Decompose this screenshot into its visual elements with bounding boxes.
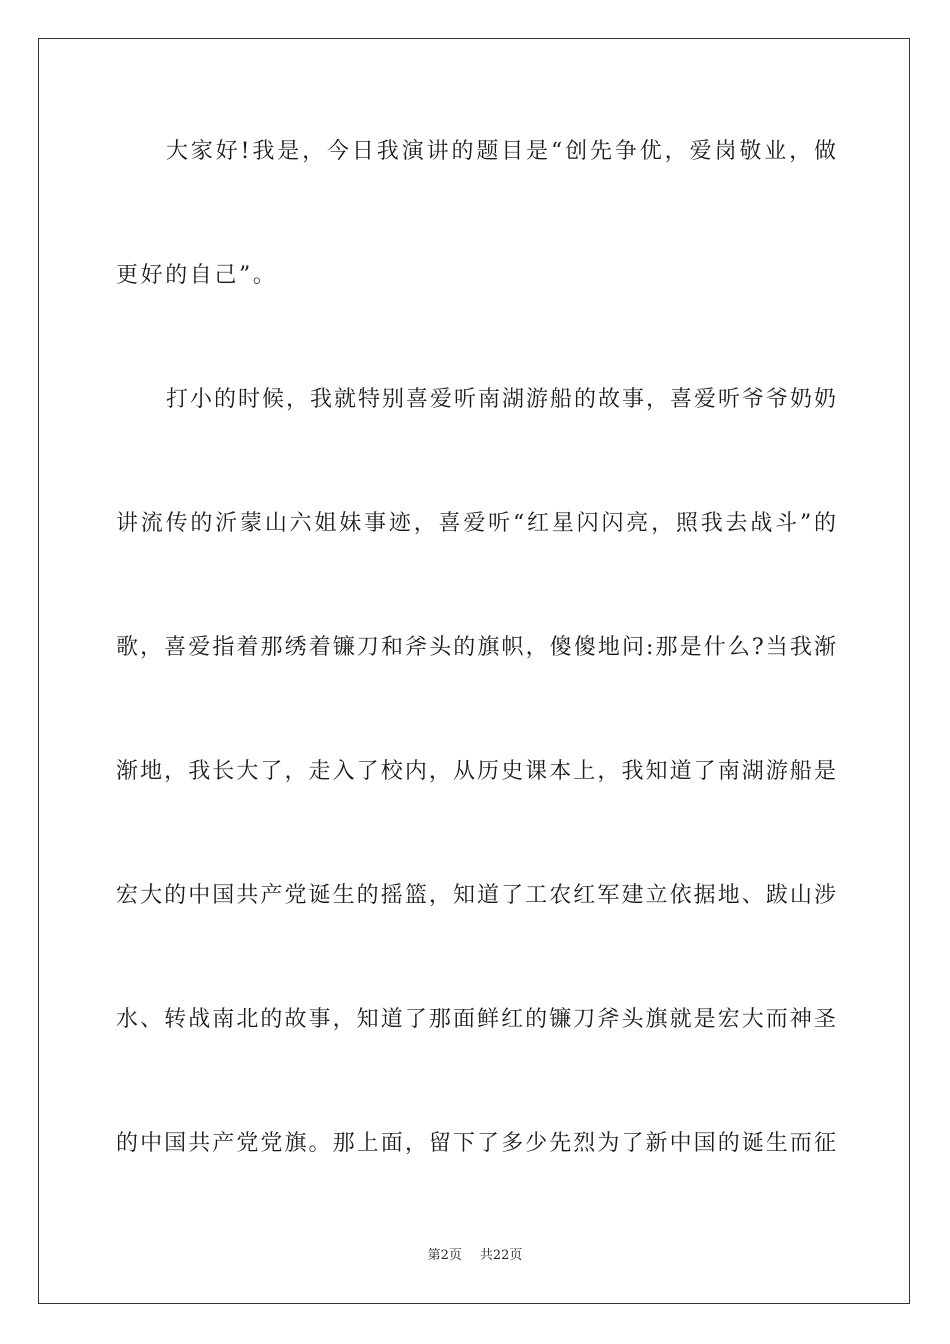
paragraph-2-line-6: 水、转战南北的故事，知道了那面鲜红的镰刀斧头旗就是宏大而神圣 <box>116 1007 836 1032</box>
paragraph-2-line-1: 打小的时候，我就特别喜爱听南湖游船的故事，喜爱听爷爷奶奶 <box>166 387 836 412</box>
page-total: 共22页 <box>479 1248 523 1263</box>
page-number: 第2页 <box>427 1248 462 1263</box>
paragraph-2-line-7: 的中国共产党党旗。那上面，留下了多少先烈为了新中国的诞生而征 <box>116 1131 836 1156</box>
paragraph-2-line-2: 讲流传的沂蒙山六姐妹事迹，喜爱听“红星闪闪亮，照我去战斗”的 <box>116 511 836 536</box>
page-footer <box>0 1247 950 1265</box>
page-border <box>38 38 910 1304</box>
paragraph-1-line-2: 更好的自己”。 <box>116 263 278 288</box>
paragraph-1-line-1: 大家好!我是，今日我演讲的题目是“创先争优，爱岗敬业，做 <box>166 139 836 164</box>
paragraph-2-line-5: 宏大的中国共产党诞生的摇篮，知道了工农红军建立依据地、跋山涉 <box>116 883 836 908</box>
paragraph-2-line-4: 渐地，我长大了，走入了校内，从历史课本上，我知道了南湖游船是 <box>116 759 836 784</box>
paragraph-2-line-3: 歌，喜爱指着那绣着镰刀和斧头的旗帜，傻傻地问:那是什么?当我渐 <box>116 635 836 660</box>
